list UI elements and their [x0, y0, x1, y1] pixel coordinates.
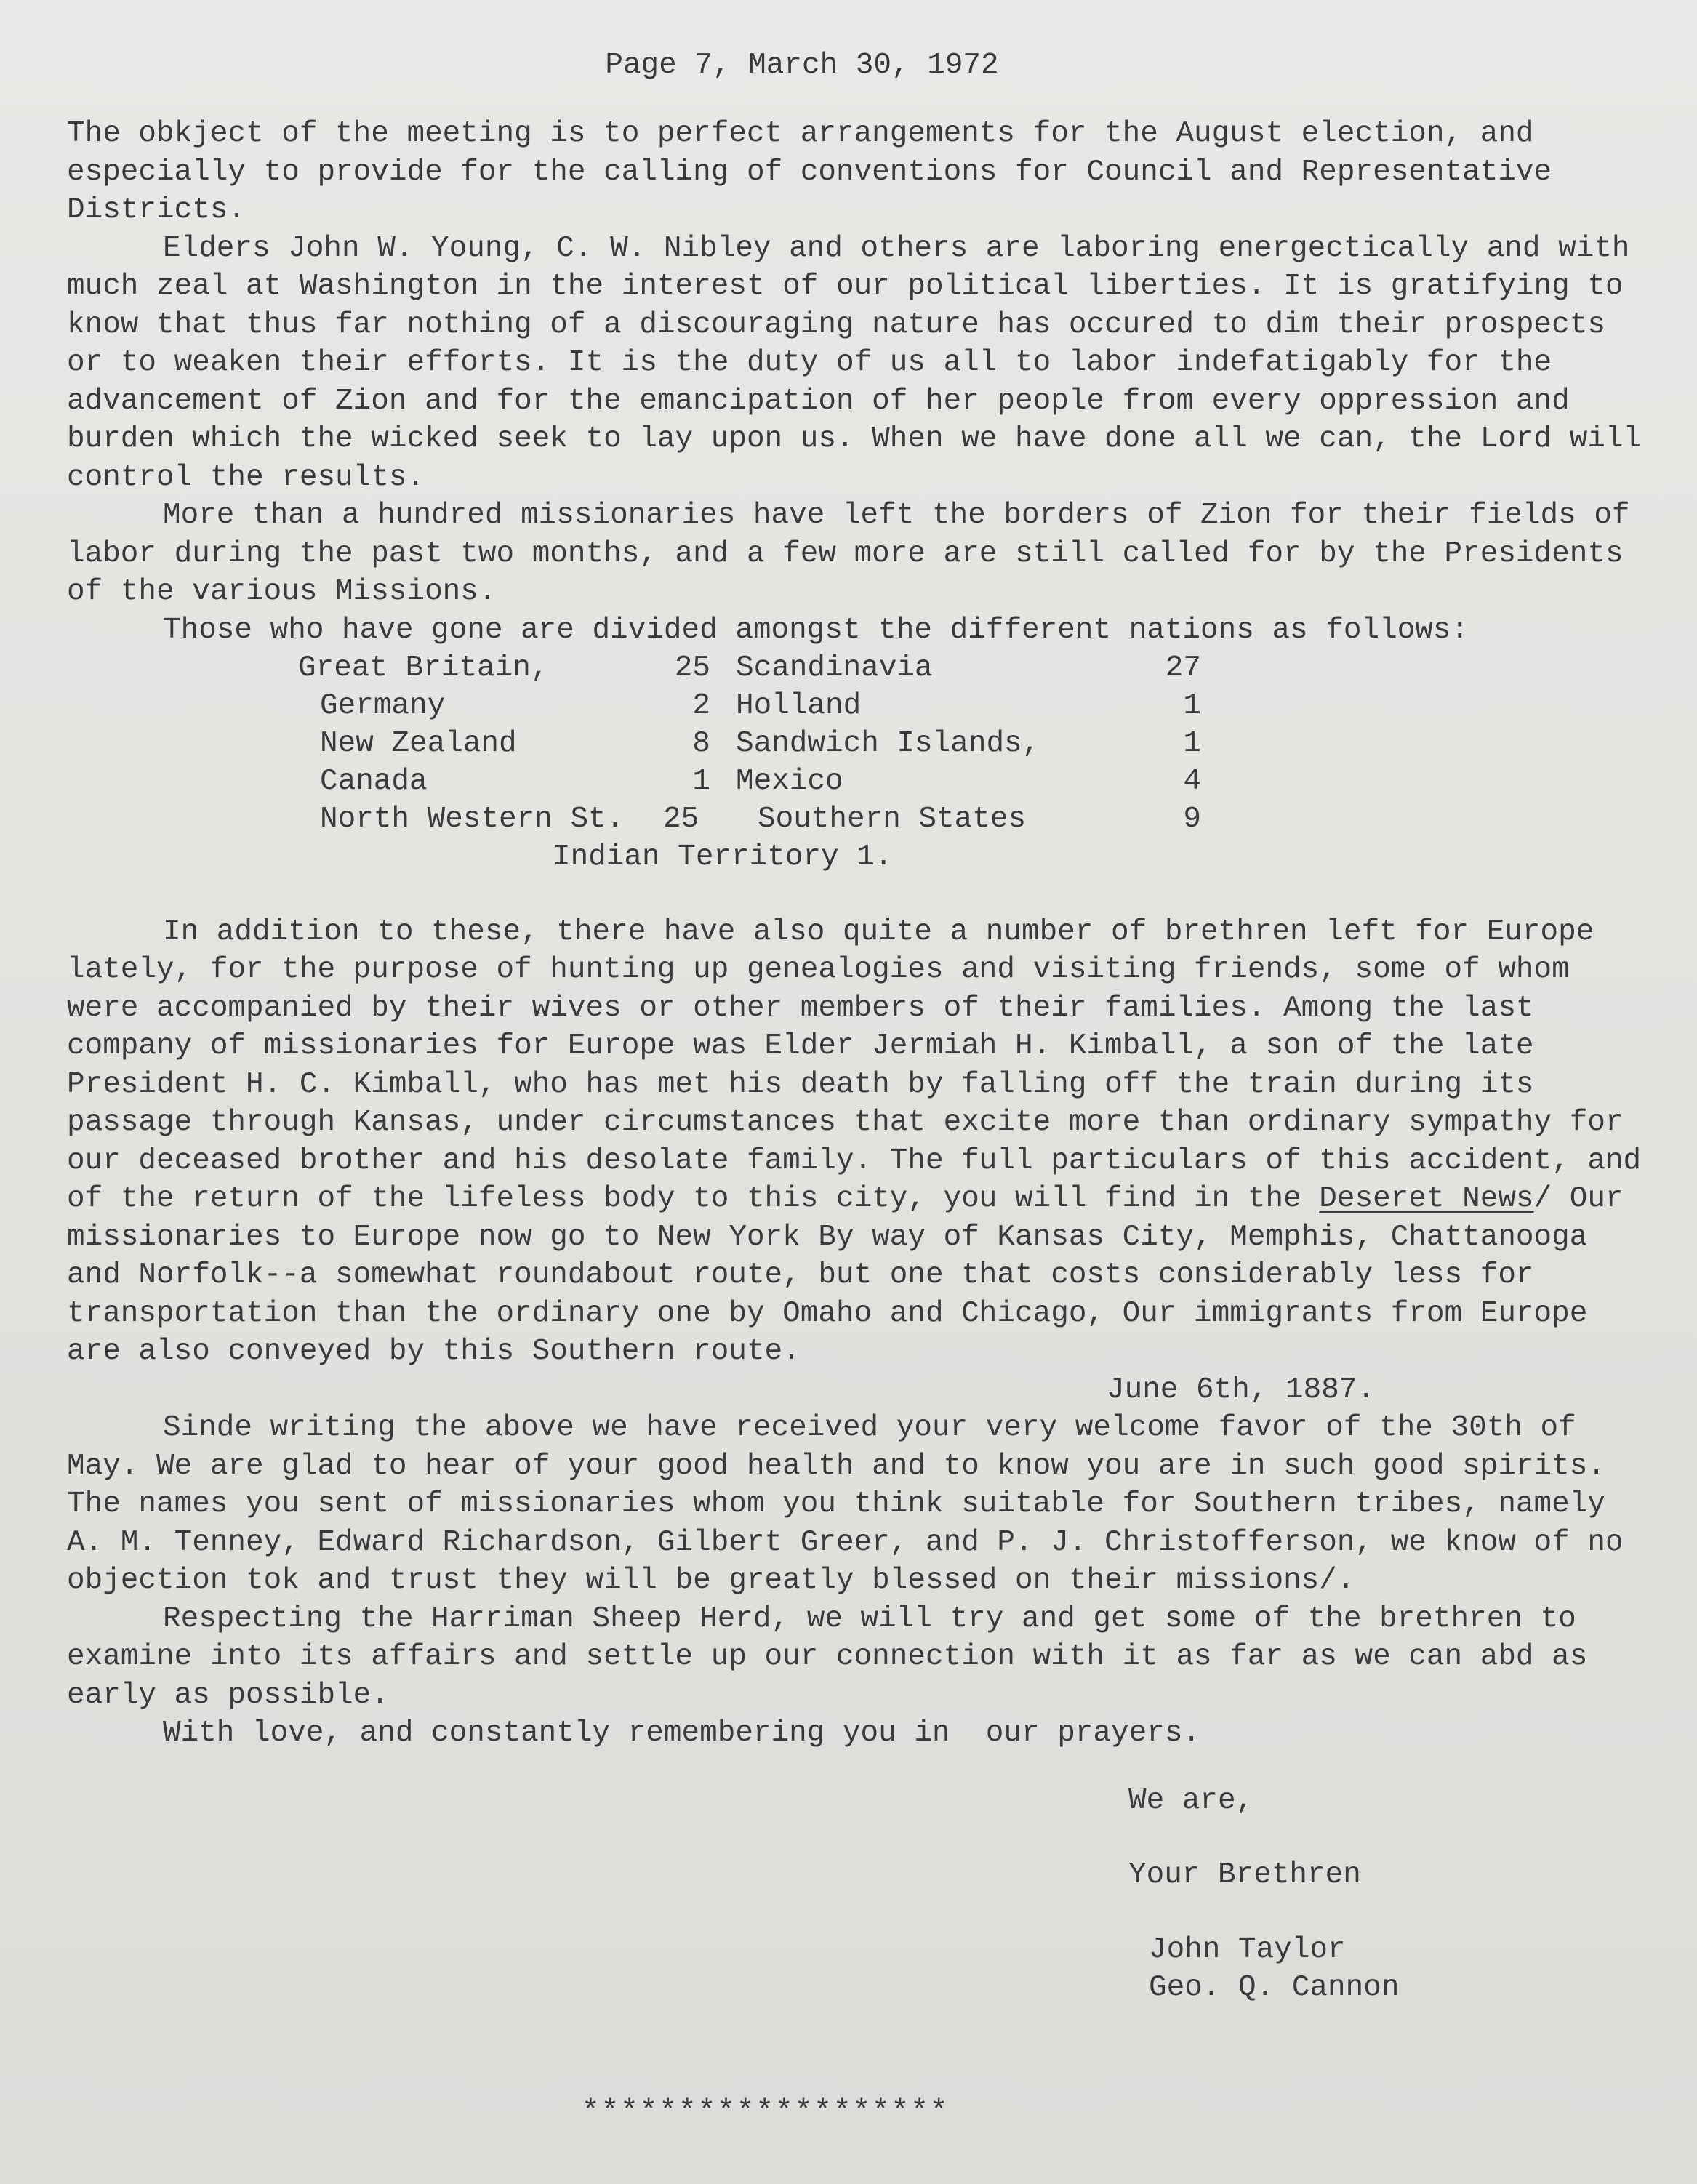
mission-name: Mexico [736, 765, 843, 798]
mission-name: Germany [320, 689, 446, 723]
mission-name: Sandwich Islands, [736, 727, 1040, 760]
paragraph-addition [67, 913, 1659, 1371]
mission-name: Canada [320, 765, 428, 798]
mission-count: 1 [1183, 689, 1201, 723]
mission-count: 4 [1183, 765, 1201, 798]
mission-name: New Zealand [320, 727, 517, 760]
paragraph-meeting-object: The obkject of the meeting is to perfect arrangements for the August election, and especially to provide for the calling of conventions for Council and Representative Districts. [67, 117, 1570, 227]
mission-count: 25 [663, 803, 699, 836]
signatures [1149, 1931, 1653, 2007]
table-row [67, 800, 1653, 838]
mission-name: Scandinavia [736, 651, 933, 685]
mission-count: 8 [692, 727, 710, 760]
table-row [67, 725, 1653, 763]
table-row [67, 649, 1653, 687]
mission-name: North Western St. [320, 803, 625, 836]
paragraph-sheep-herd: Respecting the Harriman Sheep Herd, we will try and get some of the brethren to examine into its affairs and settle up our connection with it as far as we can abd as early as possible. [67, 1602, 1605, 1712]
mission-count: 2 [692, 689, 710, 723]
table-footer: Indian Territory 1. [553, 840, 893, 874]
footer-separator: ******************* [582, 2095, 950, 2129]
closing-block [1128, 1782, 1653, 2007]
paragraph-missionaries: More than a hundred missionaries have left the borders of Zion for their fields of labor during the past two months, and a few more are still called for by the Presidents of the various Missions. [67, 499, 1648, 609]
date-line: June 6th, 1887. [1107, 1373, 1376, 1407]
paragraph-since-writing: Sinde writing the above we have received your very welcome favor of the 30th of May. We are glad to hear of your good health and to know you are in such good spirits. The names you sent of missionaries whom you think suitable for Southern tribes, namely A. M. Tenney, Edward Richardson, Gilbert Greer, and P. J. Christofferson, we know of no objection tok and trust they will be greatly blessed on their missions/. [67, 1411, 1642, 1597]
paragraph-text: In addition to these, there have also quite a number of brethren left for Europe lately, for the purpose of hunting up genealogies and visiting friends, some of whom were accompanied by their wives or other members of their families. Among the last company of missionaries for Europe was Elder Jermiah H. Kimball, a son of the late President H. C. Kimball, who has met his death by falling off the train during its passage through Kansas, under circumstances that excite more than ordinary sympathy for our deceased brother and his desolate family. The full particulars of this accident, and of the return of the lifeless body to this city, you will find in the [67, 915, 1659, 1216]
mission-count: 25 [674, 651, 710, 685]
paragraph-with-love: With love, and constantly remembering you in our prayers. [163, 1717, 1201, 1750]
closing-line: We are, [1128, 1783, 1254, 1818]
mission-name: Holland [736, 689, 862, 723]
mission-count: 1 [1183, 727, 1201, 760]
paragraph-elders: Elders John W. Young, C. W. Nibley and others are laboring energectically and with much zeal at Washington in the interest of our political liberties. It is gratifying to know that thus far nothing of a discouraging nature has occured to dim their prospects or to weaken their efforts. It is the duty of us all to labor indefatigably for the advancement of Zion and for the emancipation of her people from every oppression and burden which the wicked seek to lay upon us. When we have done all we can, the Lord will control the results. [67, 231, 1659, 494]
mission-count: 1 [692, 765, 710, 798]
signature-name: Geo. Q. Cannon [1149, 1971, 1400, 2004]
signature-name: John Taylor [1149, 1932, 1346, 1967]
table-row [67, 763, 1653, 800]
mission-count: 27 [1165, 651, 1201, 685]
paragraph-text: / Our missionaries to Europe now go to New York By way of Kansas City, Memphis, Chattanooga and Norfolk--a somewhat roundabout route, but one that costs considerably less for transportation than the ordinary one by Omaho and Chicago, Our immigrants from Europe are also conveyed by this Southern route. [67, 1182, 1642, 1368]
missions-table [67, 649, 1653, 838]
paragraph-divided: Those who have gone are divided amongst the different nations as follows: [163, 613, 1469, 647]
newspaper-title: Deseret News [1319, 1182, 1534, 1216]
table-row [67, 687, 1653, 725]
mission-count: 9 [1183, 803, 1201, 836]
mission-name: Great Britain, [298, 651, 549, 685]
page-header: Page 7, March 30, 1972 [605, 49, 999, 82]
mission-name: Southern States [758, 803, 1027, 836]
closing-line: Your Brethren [1128, 1858, 1361, 1892]
